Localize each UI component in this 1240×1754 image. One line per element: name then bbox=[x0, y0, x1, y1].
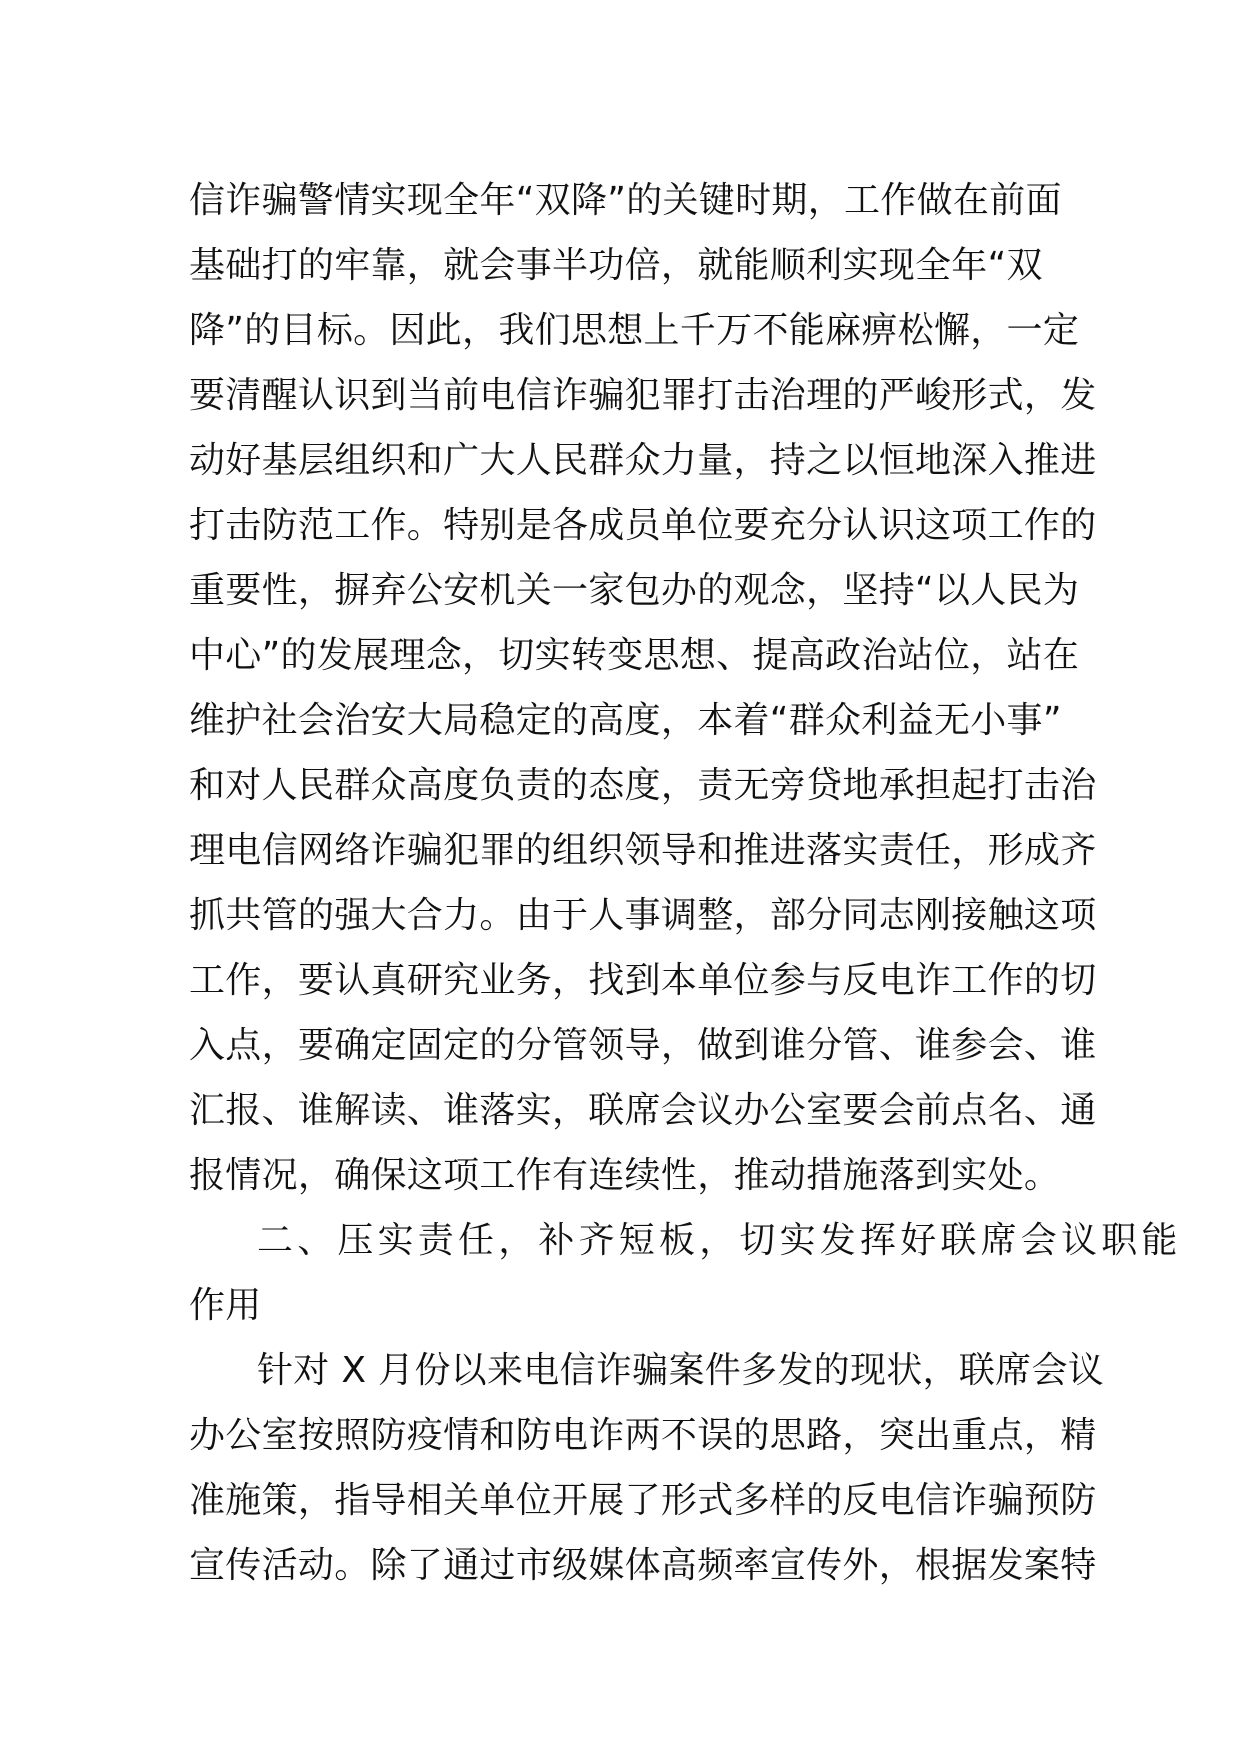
paragraph-line: 重要性，摒弃公安机关一家包办的观念，坚持“以人民为 bbox=[189, 570, 1080, 611]
paragraph-line: 工作，要认真研究业务，找到本单位参与反电诈工作的切 bbox=[189, 960, 1097, 1001]
paragraph-line: 理电信网络诈骗犯罪的组织领导和推进落实责任，形成齐 bbox=[189, 830, 1097, 871]
body-text bbox=[189, 168, 1182, 1598]
paragraph-line: 和对人民群众高度负责的态度，责无旁贷地承担起打击治 bbox=[189, 765, 1097, 806]
paragraph-line: 降”的目标。因此，我们思想上千万不能麻痹松懈，一定 bbox=[189, 310, 1080, 351]
paragraph-line: 办公室按照防疫情和防电诈两不误的思路，突出重点，精 bbox=[189, 1415, 1097, 1456]
paragraph-line: 报情况，确保这项工作有连续性，推动措施落到实处。 bbox=[189, 1155, 1061, 1196]
paragraph-line: 中心”的发展理念，切实转变思想、提高政治站位，站在 bbox=[189, 635, 1080, 676]
section-heading: 二、压实责任，补齐短板，切实发挥好联席会议职能 bbox=[257, 1220, 1182, 1261]
paragraph-line: 汇报、谁解读、谁落实，联席会议办公室要会前点名、通 bbox=[189, 1090, 1097, 1131]
paragraph-line: 宣传活动。除了通过市级媒体高频率宣传外，根据发案特 bbox=[189, 1545, 1097, 1586]
section-heading-continuation: 作用 bbox=[189, 1285, 262, 1326]
paragraph-line: 维护社会治安大局稳定的高度，本着“群众利益无小事” bbox=[189, 700, 1062, 741]
paragraph-line: 打击防范工作。特别是各成员单位要充分认识这项工作的 bbox=[189, 505, 1097, 546]
paragraph-line: 入点，要确定固定的分管领导，做到谁分管、谁参会、谁 bbox=[189, 1025, 1097, 1066]
paragraph-line: 基础打的牢靠，就会事半功倍，就能顺利实现全年“双 bbox=[189, 245, 1043, 286]
paragraph-line: 动好基层组织和广大人民群众力量，持之以恒地深入推进 bbox=[189, 440, 1097, 481]
paragraph-line: 要清醒认识到当前电信诈骗犯罪打击治理的严峻形式，发 bbox=[189, 375, 1097, 416]
paragraph-line: 抓共管的强大合力。由于人事调整，部分同志刚接触这项 bbox=[189, 895, 1097, 936]
paragraph-line: 准施策，指导相关单位开展了形式多样的反电信诈骗预防 bbox=[189, 1480, 1097, 1521]
paragraph-line: 信诈骗警情实现全年“双降”的关键时期，工作做在前面 bbox=[189, 180, 1062, 221]
paragraph-line: 针对 X 月份以来电信诈骗案件多发的现状，联席会议 bbox=[257, 1350, 1105, 1391]
